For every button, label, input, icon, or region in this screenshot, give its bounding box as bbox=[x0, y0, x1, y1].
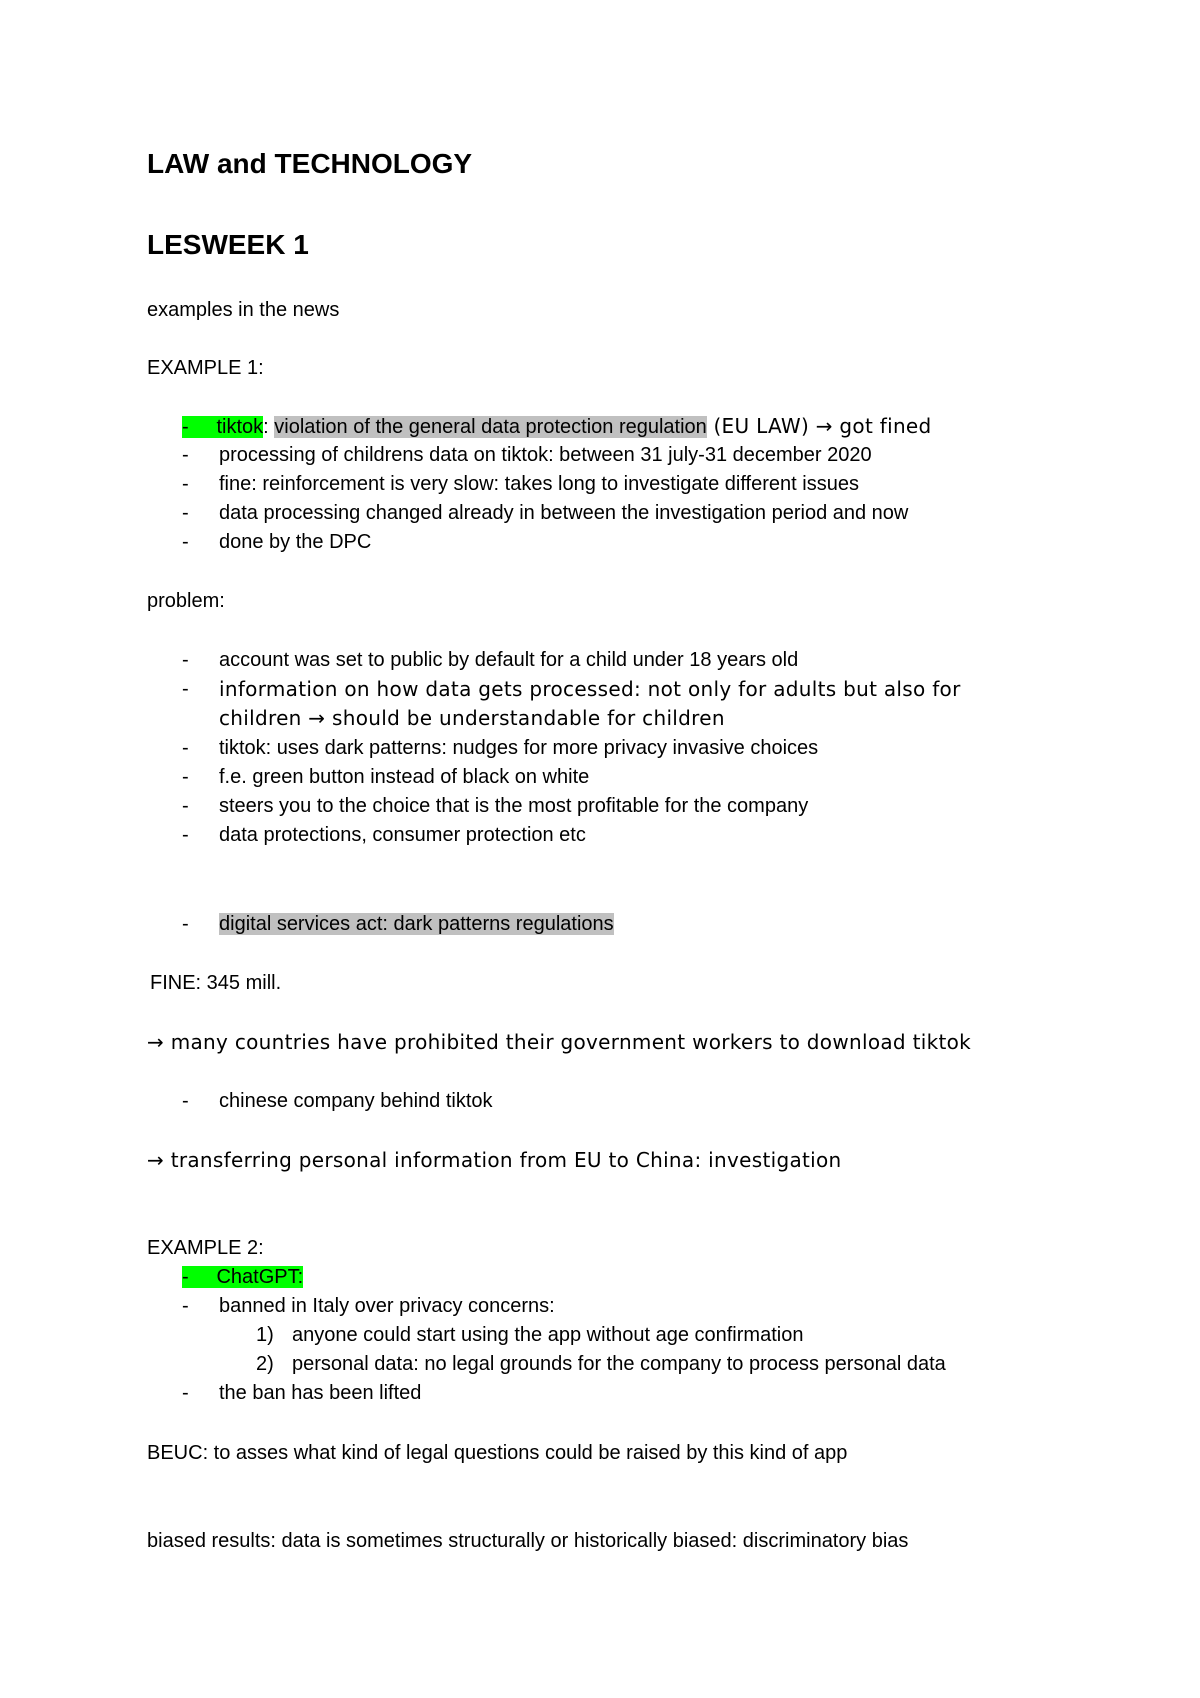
bullet-dash: - bbox=[182, 1266, 217, 1288]
biased-text: biased results: data is sometimes structurally or historically biased: discriminatory bias bbox=[147, 1530, 909, 1552]
bullet-text: information on how data gets processed: not only for adults but also for bbox=[219, 677, 961, 701]
example1-heading: EXAMPLE 1: bbox=[147, 357, 264, 379]
bullet-dash: - bbox=[182, 1090, 189, 1112]
bullet-dash: - bbox=[182, 1295, 189, 1317]
bullet-text: chinese company behind tiktok bbox=[219, 1090, 493, 1112]
bullet-text: account was set to public by default for a child under 18 years old bbox=[219, 649, 799, 671]
numbered-item: anyone could start using the app without age confirmation bbox=[292, 1324, 804, 1346]
week-heading: LESWEEK 1 bbox=[147, 229, 309, 260]
bullet-dash: - bbox=[182, 1382, 189, 1404]
bullet-dash: - bbox=[182, 824, 189, 846]
bullet-text: f.e. green button instead of black on white bbox=[219, 766, 590, 788]
bullet-text-continued: children → should be understandable for children bbox=[219, 706, 725, 730]
bullet-dash: - bbox=[182, 913, 189, 935]
bullet-text: tiktok: uses dark patterns: nudges for more privacy invasive choices bbox=[219, 737, 819, 759]
bullet-tiktok: - tiktok: violation of the general data protection regulation (EU LAW) → got fined bbox=[182, 414, 932, 438]
bullet-text bbox=[219, 912, 614, 936]
problem-heading: problem: bbox=[147, 590, 225, 612]
bullet-text: steers you to the choice that is the most profitable for the company bbox=[219, 795, 809, 817]
transfer-text: → transferring personal information from EU to China: investigation bbox=[147, 1148, 842, 1172]
list-number: 1) bbox=[256, 1324, 274, 1346]
bullet-text: done by the DPC bbox=[219, 531, 372, 553]
bullet-dash: - bbox=[182, 416, 217, 438]
chatgpt-highlight: ChatGPT: bbox=[216, 1266, 304, 1288]
list-number: 2) bbox=[256, 1353, 274, 1375]
bullet-text: data processing changed already in between the investigation period and now bbox=[219, 502, 909, 524]
intro-text: examples in the news bbox=[147, 299, 340, 321]
tiktok-highlight: tiktok bbox=[216, 416, 264, 438]
bullet-text: fine: reinforcement is very slow: takes long to investigate different issues bbox=[219, 473, 859, 495]
bullet-dash: - bbox=[182, 678, 189, 700]
bullet-dash: - bbox=[182, 795, 189, 817]
countries-text: → many countries have prohibited their government workers to download tiktok bbox=[147, 1030, 972, 1054]
bullet-dash: - bbox=[182, 649, 189, 671]
example2-heading: EXAMPLE 2: bbox=[147, 1237, 264, 1259]
fine-text: FINE: 345 mill. bbox=[150, 972, 282, 994]
numbered-item: personal data: no legal grounds for the company to process personal data bbox=[292, 1353, 946, 1375]
bullet-dash: - bbox=[182, 473, 189, 495]
bullet-dash: - bbox=[182, 766, 189, 788]
bullet-dash: - bbox=[182, 502, 189, 524]
bullet-text: banned in Italy over privacy concerns: bbox=[219, 1295, 555, 1317]
bullet-dash: - bbox=[182, 737, 189, 759]
bullet-chatgpt bbox=[182, 1265, 303, 1289]
gdpr-highlight: violation of the general data protection regulation bbox=[274, 416, 707, 438]
bullet-text: data protections, consumer protection etc bbox=[219, 824, 586, 846]
bullet-text: processing of childrens data on tiktok: between 31 july-31 december 2020 bbox=[219, 444, 872, 466]
bullet-text: the ban has been lifted bbox=[219, 1382, 422, 1404]
doc-title: LAW and TECHNOLOGY bbox=[147, 148, 473, 179]
beuc-text: BEUC: to asses what kind of legal questions could be raised by this kind of app bbox=[147, 1442, 848, 1464]
bullet-dash: - bbox=[182, 444, 189, 466]
bullet-dash: - bbox=[182, 531, 189, 553]
dsa-highlight: digital services act: dark patterns regulations bbox=[219, 913, 614, 935]
